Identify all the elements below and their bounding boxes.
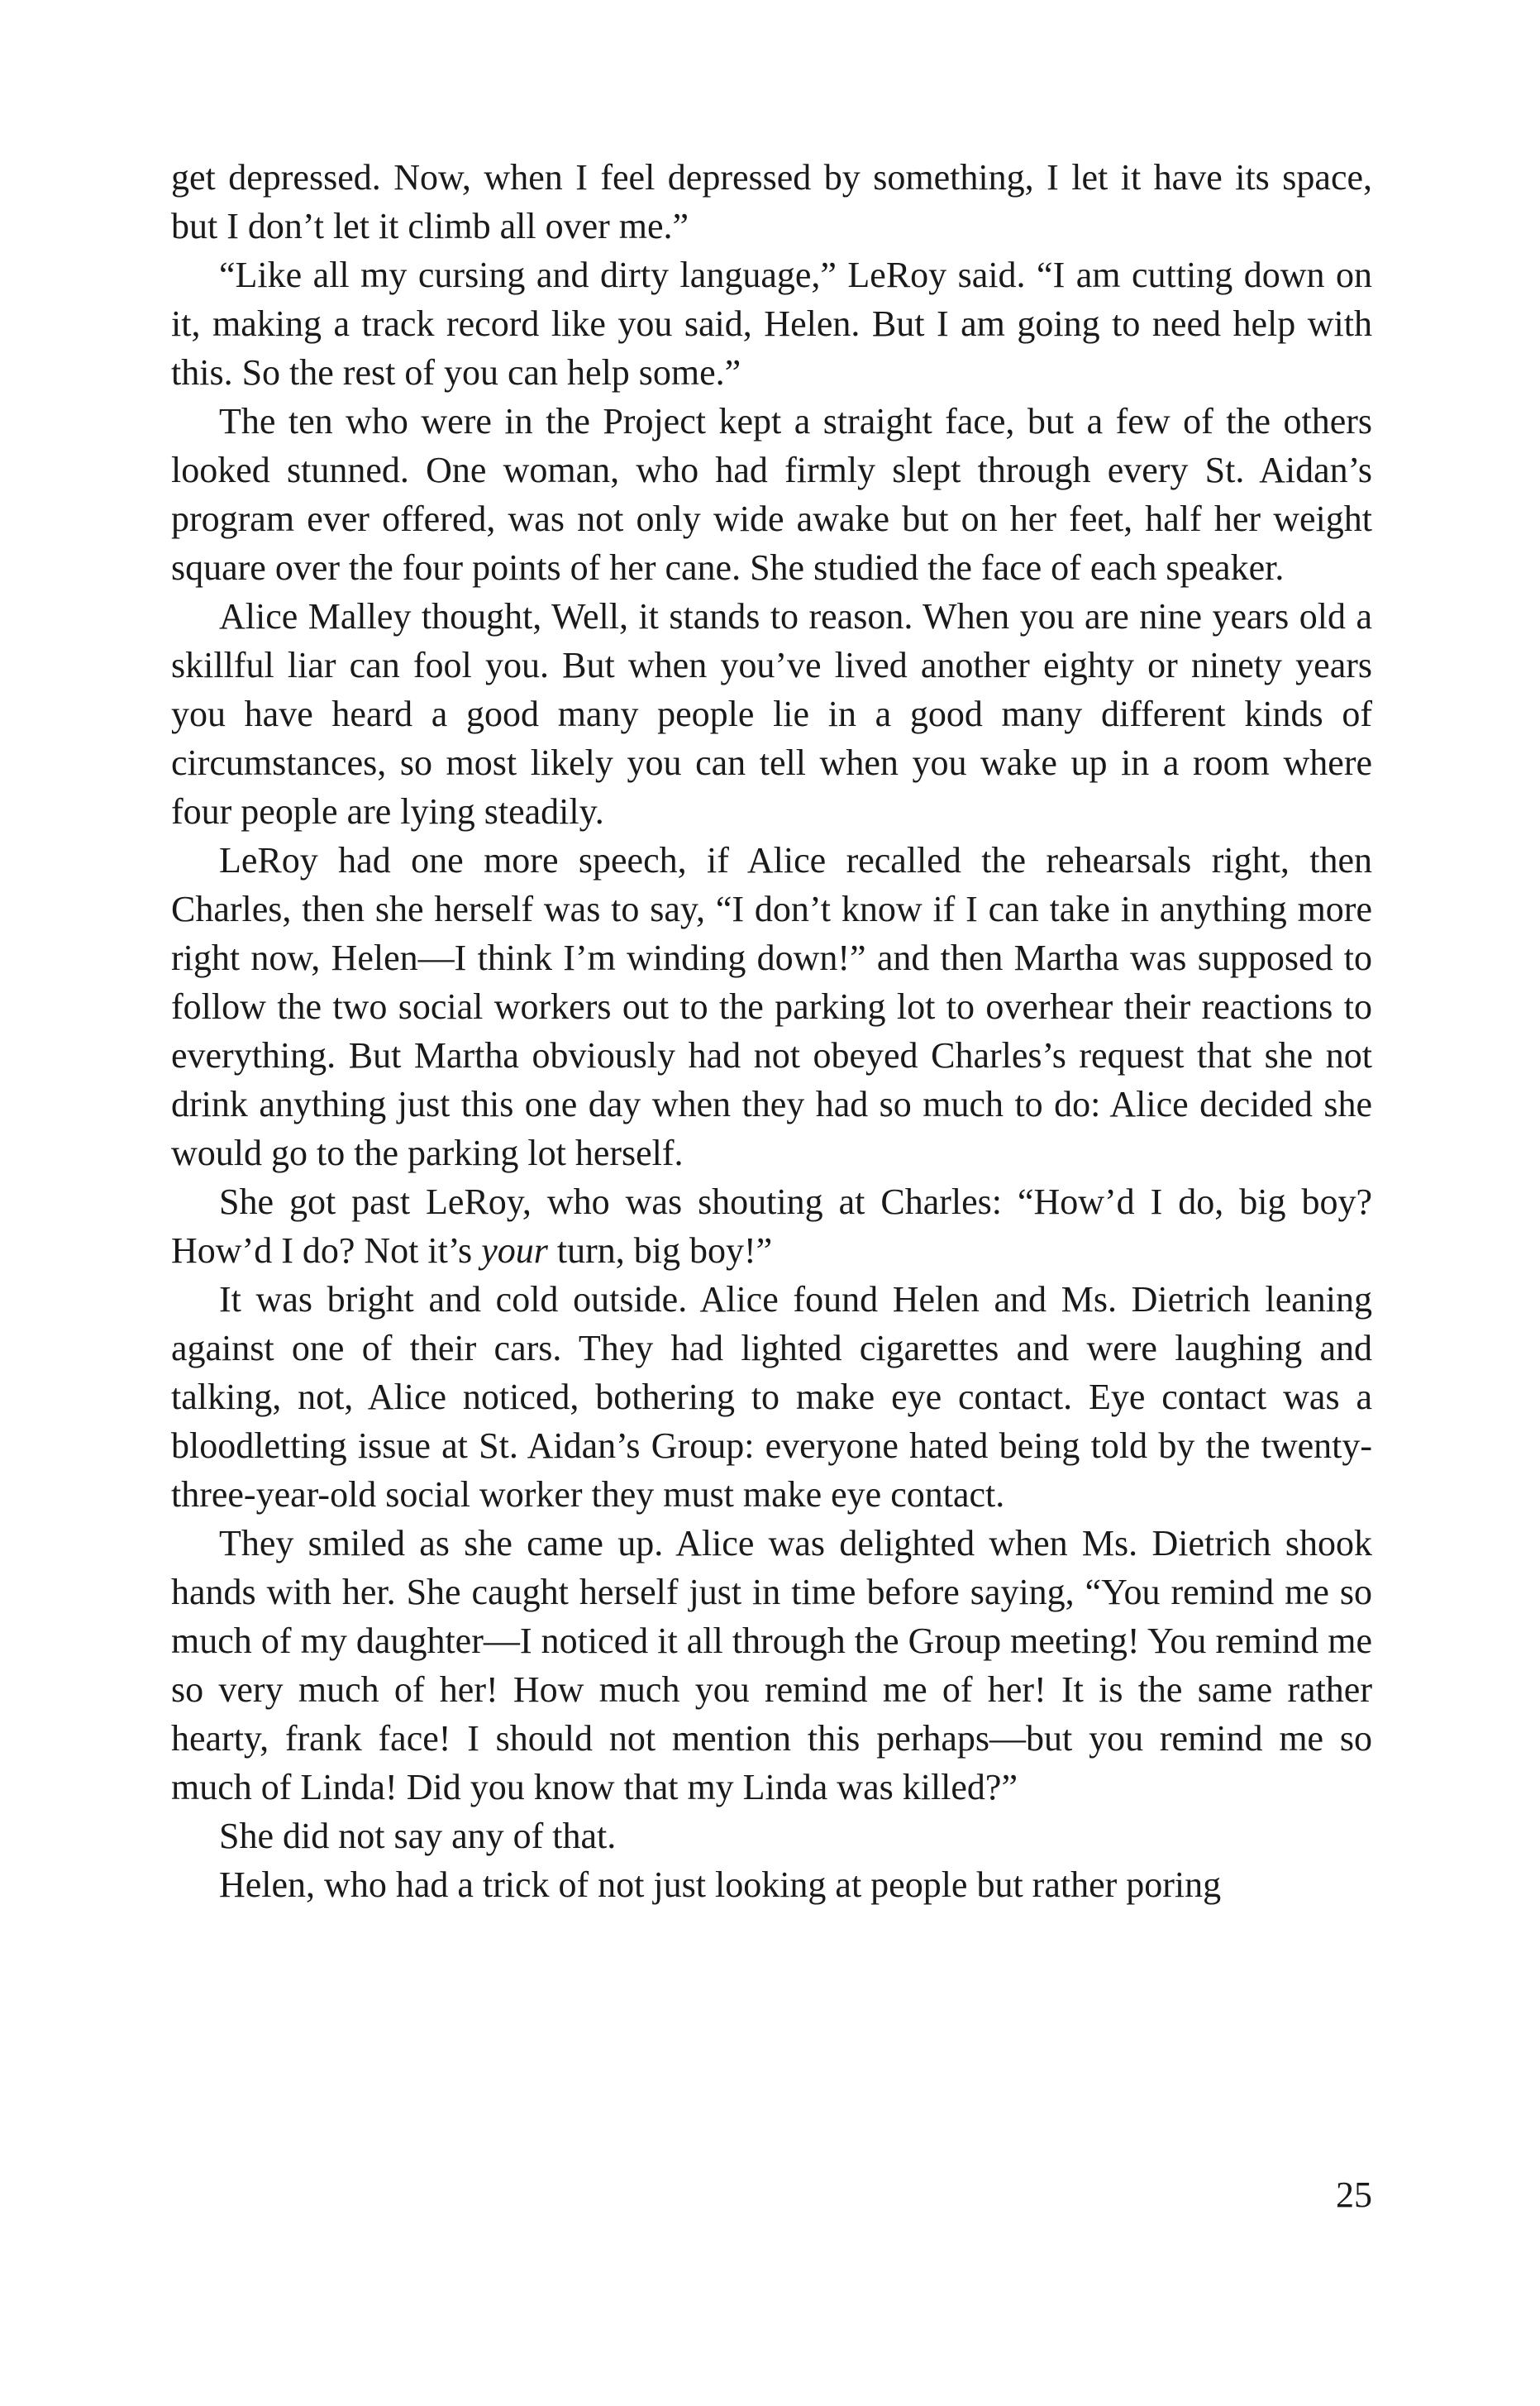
- paragraph: Alice Malley thought, Well, it stands to reason. When you are nine years old a skillful liar can fool you. But when you’ve lived another eighty or ninety years you have heard a good many people lie in a good many different kinds of circumstances, so most likely you can tell when you wake up in a room where four people are lying steadily.: [171, 596, 1372, 832]
- paragraph: “Like all my cursing and dirty language,” LeRoy said. “I am cutting down on it, making a track record like you said, Helen. But I am going to need help with this. So the rest of you can help some.”: [171, 255, 1372, 393]
- paragraph: get depressed. Now, when I feel depressed by something, I let it have its space, but I don’t let it climb all over me.”: [171, 157, 1372, 246]
- paragraph: It was bright and cold outside. Alice found Helen and Ms. Dietrich leaning against one of their cars. They had lighted cigarettes and were laughing and talking, not, Alice noticed, bothering to make eye contact. Eye contact was a bloodletting issue at St. Aidan’s Group: everyone hated being told by the twenty-three-year-old social worker they must make eye contact.: [171, 1279, 1372, 1515]
- paragraph: LeRoy had one more speech, if Alice recalled the rehearsals right, then Charles, then she herself was to say, “I don’t know if I can take in anything more right now, Helen—I think I’m winding down!” and then Martha was supposed to follow the two social workers out to the parking lot to overhear their reactions to everything. But Martha obviously had not obeyed Charles’s request that she not drink anything just this one day when they had so much to do: Alice decided she would go to the parking lot herself.: [171, 840, 1372, 1173]
- paragraph: They smiled as she came up. Alice was delighted when Ms. Dietrich shook hands with her. She caught herself just in time before saying, “You remind me so much of my daughter—I noticed it all through the Group meeting! You remind me so very much of her! How much you remind me of her! It is the same rather hearty, frank face! I should not mention this perhaps—but you remind me so much of Linda! Did you know that my Linda was killed?”: [171, 1523, 1372, 1807]
- paragraph: The ten who were in the Project kept a straight face, but a few of the others looked stunned. One woman, who had firmly slept through every St. Aidan’s program ever offered, was not only wide awake but on her feet, half her weight square over the four points of her cane. She studied the face of each speaker.: [171, 401, 1372, 588]
- paragraph: Helen, who had a trick of not just looking at people but rather poring: [219, 1864, 1222, 1905]
- page-number: 25: [1336, 2174, 1372, 2215]
- paragraph: She got past LeRoy, who was shouting at Charles: “How’d I do, big boy? How’d I do? Not it’s your turn, big boy!”: [171, 1182, 1372, 1271]
- paragraph: She did not say any of that.: [219, 1816, 617, 1856]
- body-text: [171, 153, 1372, 1909]
- italic-emphasis: your: [481, 1230, 548, 1271]
